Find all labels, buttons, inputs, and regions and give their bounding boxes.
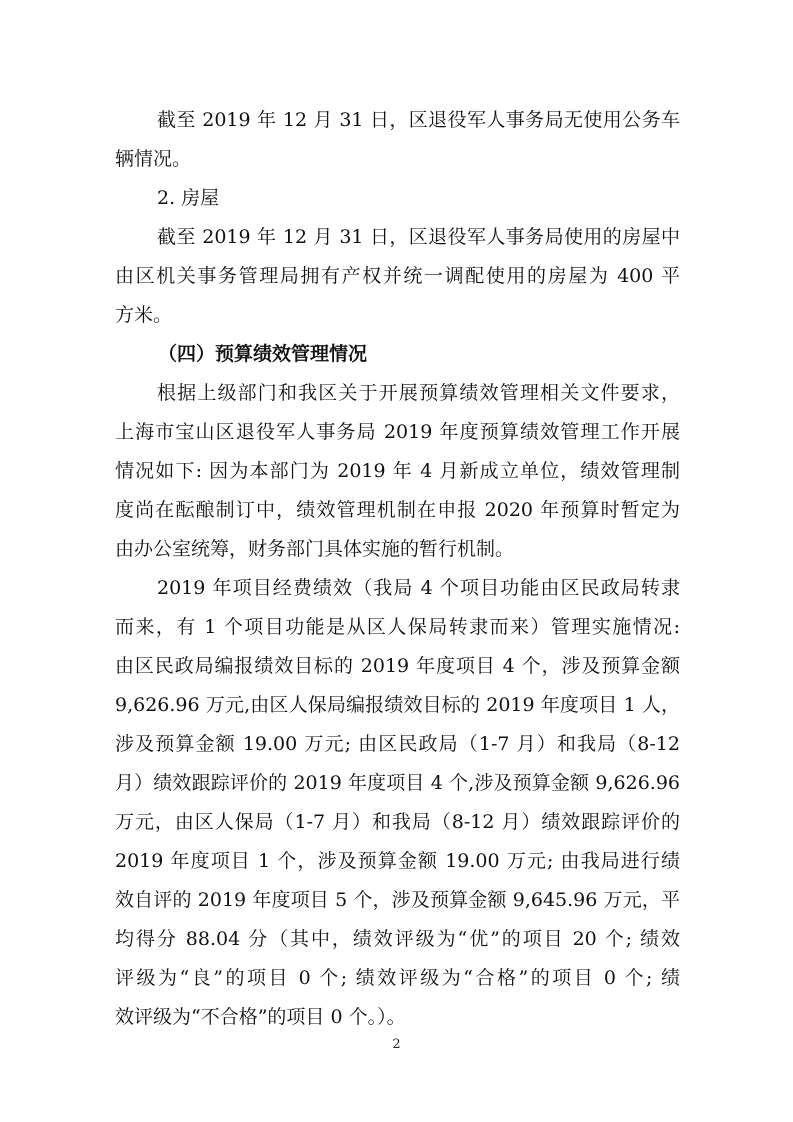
- paragraph-performance-line-5: 由办公室统筹，财务部门具体实施的暂行机制。: [115, 538, 515, 560]
- paragraph-projects-line-7: 万元，由区人保局（1-7 月）和我局（8-12 月）绩效跟踪评价的: [115, 811, 680, 833]
- paragraph-projects-line-3: 由区民政局编报绩效目标的 2019 年度项目 4 个，涉及预算金额: [115, 655, 680, 677]
- paragraph-housing-line-1: 截至 2019 年 12 月 31 日，区退役军人事务局使用的房屋中: [157, 226, 680, 248]
- paragraph-performance-line-3: 情况如下: 因为本部门为 2019 年 4 月新成立单位，绩效管理制: [115, 460, 680, 482]
- paragraph-projects-line-5: 涉及预算金额 19.00 万元; 由区民政局（1-7 月）和我局（8-12: [115, 733, 680, 755]
- paragraph-projects-line-2: 而来，有 1 个项目功能是从区人保局转隶而来）管理实施情况:: [115, 616, 680, 638]
- section-budget-performance-heading: （四）预算绩效管理情况: [158, 343, 368, 365]
- paragraph-performance-line-4: 度尚在酝酿制订中，绩效管理机制在申报 2020 年预算时暂定为: [115, 499, 680, 521]
- paragraph-projects-line-11: 评级为“良”的项目 0 个; 绩效评级为“合格”的项目 0 个; 绩: [115, 967, 680, 989]
- paragraph-projects-line-1: 2019 年项目经费绩效（我局 4 个项目功能由区民政局转隶: [157, 577, 680, 599]
- paragraph-projects-line-12: 效评级为“不合格”的项目 0 个。）。: [115, 1006, 406, 1028]
- paragraph-projects-line-8: 2019 年度项目 1 个，涉及预算金额 19.00 万元; 由我局进行绩: [115, 850, 680, 872]
- paragraph-housing-line-2: 由区机关事务管理局拥有产权并统一调配使用的房屋为 400 平: [115, 265, 680, 287]
- page-number: 2: [392, 1037, 401, 1052]
- paragraph-vehicle-line-2: 辆情况。: [115, 148, 192, 170]
- paragraph-projects-line-9: 效自评的 2019 年度项目 5 个，涉及预算金额 9,645.96 万元，平: [115, 889, 680, 911]
- paragraph-projects-line-4: 9,626.96 万元,由区人保局编报绩效目标的 2019 年度项目 1 人，: [115, 694, 680, 716]
- section-housing-heading: 2. 房屋: [157, 187, 220, 209]
- paragraph-vehicle-line-1: 截至 2019 年 12 月 31 日，区退役军人事务局无使用公务车: [157, 109, 680, 131]
- paragraph-housing-line-3: 方米。: [115, 304, 173, 326]
- paragraph-projects-line-6: 月）绩效跟踪评价的 2019 年度项目 4 个,涉及预算金额 9,626.96: [115, 772, 680, 794]
- paragraph-projects-line-10: 均得分 88.04 分（其中，绩效评级为“优”的项目 20 个; 绩效: [115, 928, 680, 950]
- paragraph-performance-line-2: 上海市宝山区退役军人事务局 2019 年度预算绩效管理工作开展: [115, 421, 680, 443]
- paragraph-performance-line-1: 根据上级部门和我区关于开展预算绩效管理相关文件要求，: [157, 382, 680, 404]
